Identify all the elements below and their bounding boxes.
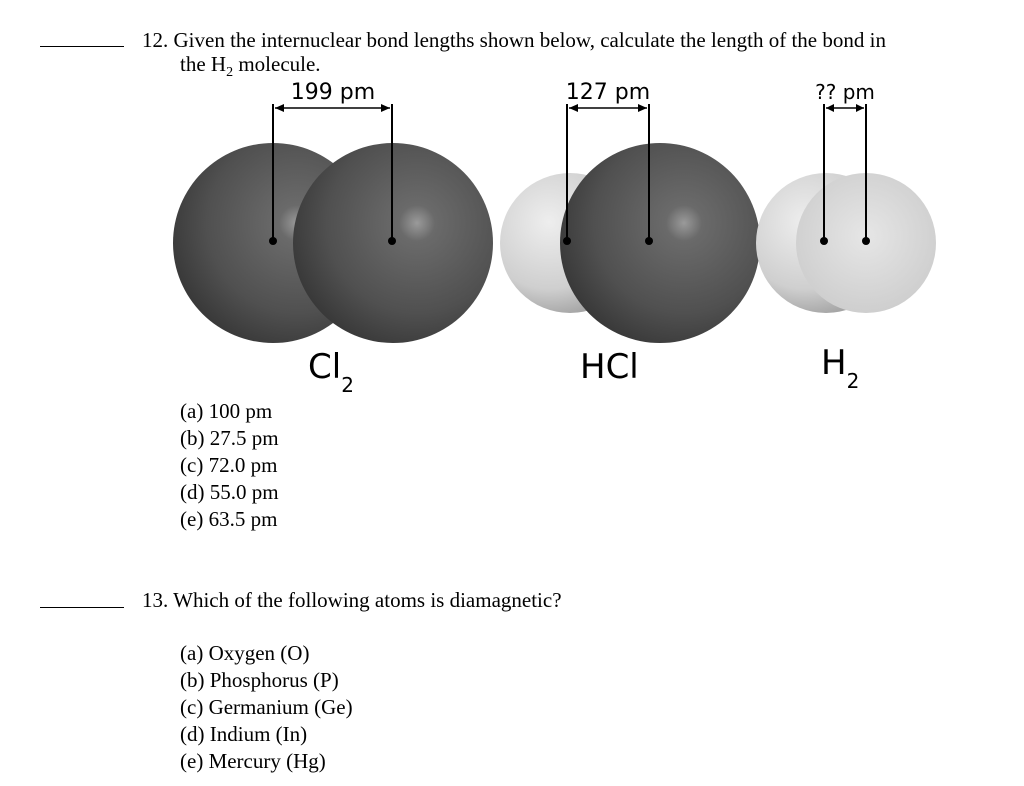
h2-name <box>821 343 859 393</box>
choice-text: Indium (In) <box>209 722 308 746</box>
q12-choice-c[interactable] <box>180 452 279 479</box>
choice-text: Oxygen (O) <box>208 641 310 665</box>
q12-choice-e[interactable] <box>180 506 279 533</box>
q13-choice-e[interactable] <box>180 748 353 775</box>
q12-choice-a[interactable] <box>180 398 279 425</box>
hcl-bond-length-label: 127 pm <box>565 80 651 105</box>
h2-name-main: H <box>821 343 847 383</box>
q12-choice-d[interactable] <box>180 479 279 506</box>
q13-number: 13. <box>142 588 169 612</box>
choice-letter: (a) <box>180 641 204 665</box>
choice-text: 27.5 pm <box>209 426 279 450</box>
q12-text-line2-post: molecule. <box>233 52 321 76</box>
q13-text: Which of the following atoms is diamagnetic? <box>173 588 562 612</box>
choice-letter: (e) <box>180 507 204 531</box>
hcl-cl-atom <box>560 143 760 343</box>
choice-text: 55.0 pm <box>209 480 279 504</box>
q13-question <box>142 588 562 612</box>
choice-text: 63.5 pm <box>208 507 278 531</box>
h2-molecule <box>756 104 936 313</box>
choice-letter: (c) <box>180 695 204 719</box>
q13-choice-a[interactable] <box>180 640 353 667</box>
q12-text-line2-sub: 2 <box>226 65 234 81</box>
h2-bond-length-label: ?? pm <box>815 80 875 104</box>
q12-number: 12. <box>142 28 169 52</box>
choice-letter: (b) <box>180 668 205 692</box>
q13-choice-c[interactable] <box>180 694 353 721</box>
choice-text: 100 pm <box>208 399 273 423</box>
cl2-name-sub: 2 <box>341 373 354 397</box>
q13-answer-blank[interactable] <box>40 607 124 608</box>
q13-choice-b[interactable] <box>180 667 353 694</box>
hcl-molecule <box>500 104 760 343</box>
cl2-name <box>308 347 354 397</box>
choice-letter: (e) <box>180 749 204 773</box>
q13-choice-d[interactable] <box>180 721 353 748</box>
cl2-bond-length-label: 199 pm <box>290 80 376 105</box>
hcl-name: HCl <box>580 347 639 387</box>
cl2-molecule <box>173 104 493 343</box>
choice-letter: (c) <box>180 453 204 477</box>
choice-letter: (b) <box>180 426 205 450</box>
q12-choice-b[interactable] <box>180 425 279 452</box>
choice-letter: (d) <box>180 722 205 746</box>
q12-text-line2-pre: the H <box>180 52 227 76</box>
q13-choices <box>180 640 353 775</box>
q12-choices <box>180 398 279 533</box>
h2-name-sub: 2 <box>846 369 860 393</box>
choice-text: 72.0 pm <box>208 453 278 477</box>
cl2-name-main: Cl <box>308 347 342 387</box>
choice-letter: (a) <box>180 399 204 423</box>
choice-text: Mercury (Hg) <box>208 749 326 773</box>
q12-text-line1: Given the internuclear bond lengths shown below, calculate the length of the bond in <box>173 28 886 52</box>
choice-text: Phosphorus (P) <box>209 668 339 692</box>
choice-text: Germanium (Ge) <box>208 695 353 719</box>
choice-letter: (d) <box>180 480 205 504</box>
